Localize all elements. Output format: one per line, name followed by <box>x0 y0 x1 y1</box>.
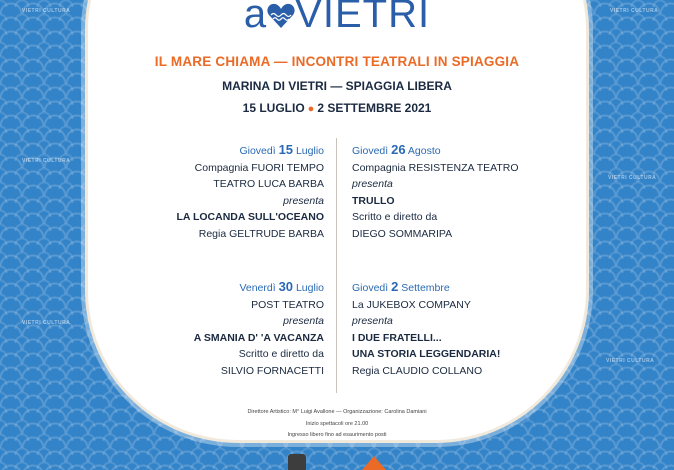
credit-line: Regia CLAUDIO COLLANO <box>352 364 483 377</box>
event-subtitle: IL MARE CHIAMA — INCONTRI TEATRALI IN SPIAGGIA <box>154 54 520 69</box>
footer-entry: Ingresso libero fino ad esaurimento posti <box>287 432 387 438</box>
pattern-stamp: VIETRI CULTURA <box>610 8 659 14</box>
company-line: Compagnia FUORI TEMPO <box>194 161 324 174</box>
presenta-label: presenta <box>283 315 324 327</box>
credit-line: SILVIO FORNACETTI <box>220 364 324 377</box>
column-divider <box>336 138 337 393</box>
show-title: TRULLO <box>352 194 395 207</box>
logo <box>0 0 674 34</box>
company-line: POST TEATRO <box>251 298 324 311</box>
bullet-icon: ● <box>307 103 315 115</box>
date-end: 2 SETTEMBRE 2021 <box>317 101 432 115</box>
heart-icon <box>267 3 295 29</box>
show-title: UNA STORIA LEGGENDARIA! <box>352 348 501 360</box>
company-line: Compagnia RESISTENZA TEATRO <box>352 161 519 174</box>
pattern-stamp: VIETRI CULTURA <box>606 358 655 364</box>
footer-time: Inizio spettacoli ore 21.00 <box>305 421 369 427</box>
event-date: Giovedì 2 Settembre <box>352 279 450 294</box>
footer-credits: Direttore Artistico: M° Luigi Avallone — Organizzazione: Carolina Damiani <box>247 409 427 415</box>
logo-prefix: a <box>243 0 268 36</box>
date-start: 15 LUGLIO <box>242 101 305 115</box>
sponsor-logo-icon <box>362 456 386 470</box>
event-card-1 <box>176 142 324 242</box>
municipal-crest-icon <box>288 454 306 470</box>
event-date: Giovedì 26 Agosto <box>352 142 441 157</box>
pattern-stamp: VIETRI CULTURA <box>608 175 657 181</box>
date-range <box>0 101 674 115</box>
company-line: La JUKEBOX COMPANY <box>352 298 471 311</box>
pattern-stamp: VIETRI CULTURA <box>22 8 71 14</box>
event-date: Venerdì 30 Luglio <box>239 279 324 294</box>
presenta-label: presenta <box>283 194 324 207</box>
presenta-label: presenta <box>352 315 393 327</box>
event-card-4 <box>352 279 500 379</box>
location: MARINA DI VIETRI — SPIAGGIA LIBERA <box>222 79 452 93</box>
event-card-3 <box>194 279 324 379</box>
show-title: I DUE FRATELLI... <box>352 331 442 344</box>
logo-name: VIETRI <box>295 0 431 36</box>
show-title: A SMANIA D' 'A VACANZA <box>193 331 324 344</box>
event-date: Giovedì 15 Luglio <box>239 142 324 157</box>
company-line: TEATRO LUCA BARBA <box>213 178 324 190</box>
presenta-label: presenta <box>352 178 393 190</box>
credit-line: Scritto e diretto da <box>352 211 438 223</box>
event-card-2 <box>352 142 519 242</box>
show-title: LA LOCANDA SULL'OCEANO <box>176 211 324 223</box>
pattern-stamp: VIETRI CULTURA <box>22 320 71 326</box>
credit-line: DIEGO SOMMARIPA <box>352 227 453 240</box>
credit-line: Regia GELTRUDE BARBA <box>198 227 324 240</box>
pattern-stamp: VIETRI CULTURA <box>22 158 71 164</box>
credit-line: Scritto e diretto da <box>238 348 324 360</box>
